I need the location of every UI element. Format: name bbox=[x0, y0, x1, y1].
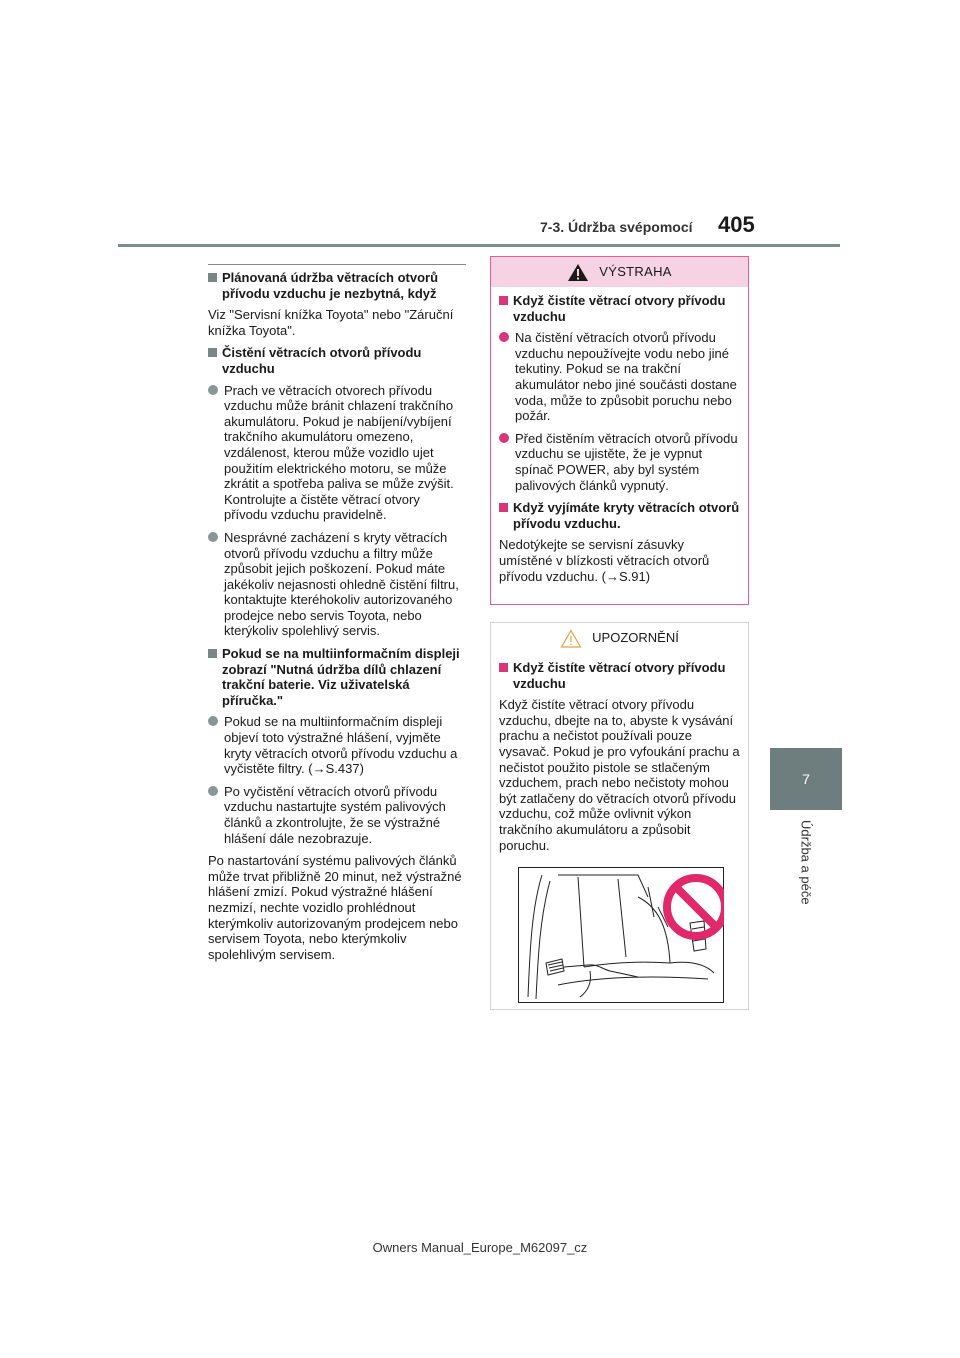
paragraph: Po nastartování systému palivových článků může trvat přibližně 20 minut, než výstražné hlášení zmizí. Pokud výstražné hlášení nezmizí, nechte vozidlo prohlédnout kterýmkoliv autorizovaným prodejcem nebo servisem Toyota, nebo kterýmkoliv spolehlivým servisem. bbox=[208, 853, 462, 962]
chapter-label bbox=[770, 820, 842, 920]
list-item-text: Před čistěním větracích otvorů přívodu vzduchu se ujistěte, že je vypnut spínač POWER, aby byl systém palivových článků vypnutý. bbox=[515, 430, 738, 493]
chapter-number: 7 bbox=[802, 771, 810, 787]
column-top-rule bbox=[208, 264, 466, 265]
vent-cleaning-illustration bbox=[518, 867, 724, 1003]
circle-bullet-icon bbox=[499, 433, 509, 443]
circle-bullet-icon bbox=[208, 786, 218, 796]
warning-body bbox=[491, 287, 748, 584]
notice-header bbox=[491, 623, 748, 654]
list-item bbox=[499, 330, 740, 424]
square-bullet-icon bbox=[499, 503, 508, 512]
list-item-text: Po vyčistění větracích otvorů přívodu vzduchu nastartujte systém palivových článků a zkontrolujte, že se výstražné hlášení dále nezobrazuje. bbox=[224, 783, 446, 846]
list-item bbox=[208, 714, 466, 776]
notice-heading bbox=[499, 660, 740, 691]
section-heading-text: Plánovaná údržba větracích otvorů přívodu vzduchu je nezbytná, když bbox=[222, 270, 439, 301]
warning-heading bbox=[499, 500, 740, 531]
list-item-text: Prach ve větracích otvorech přívodu vzduchu může bránit chlazení trakčního akumulátoru. Pokud je nabíjení/vybíjení trakčního akumulátoru omezeno, vzdálenost, kterou může vozidlo ujet použitím elektrického motoru, se může zkrátit a spotřeba paliva se může zvýšit. Kontrolujte a čistěte větrací otvory přívodu vzduchu pravidelně. bbox=[224, 382, 454, 523]
left-column bbox=[208, 264, 466, 969]
warning-header bbox=[491, 257, 748, 287]
list-item-text: Nesprávné zacházení s kryty větracích otvorů přívodu vzduchu a filtry může způsobit jejich poškození. Pokud máte jakékoliv nejasnosti ohledně čistění filtru, kontaktujte kteréhokoliv autorizovaného prodejce nebo servis Toyota, nebo kterýkoliv spolehlivý servis. bbox=[224, 529, 459, 639]
list-item bbox=[208, 383, 466, 523]
warning-heading-text: Když čistíte větrací otvory přívodu vzduchu bbox=[513, 293, 726, 324]
caution-triangle-icon bbox=[560, 629, 582, 648]
list-item bbox=[208, 530, 466, 639]
notice-box bbox=[490, 622, 749, 1010]
circle-bullet-icon bbox=[208, 385, 218, 395]
square-bullet-icon bbox=[499, 663, 508, 672]
circle-bullet-icon bbox=[499, 332, 509, 342]
warning-heading bbox=[499, 293, 740, 324]
circle-bullet-icon bbox=[208, 716, 218, 726]
paragraph: Viz "Servisní knížka Toyota" nebo "Záruční knížka Toyota". bbox=[208, 307, 454, 338]
chapter-tab bbox=[770, 748, 842, 810]
footer: Owners Manual_Europe_M62097_cz bbox=[372, 1240, 588, 1255]
paragraph: Nedotýkejte se servisní zásuvky umístěné v blízkosti větracích otvorů přívodu vzduchu. (→S.91) bbox=[499, 537, 710, 584]
warning-box bbox=[490, 256, 749, 605]
square-bullet-icon bbox=[208, 348, 217, 357]
header-rule bbox=[118, 244, 840, 247]
chapter-title: Údržba a péče bbox=[798, 820, 814, 905]
section-heading bbox=[208, 345, 466, 376]
page-number: 405 bbox=[718, 212, 755, 237]
section-heading-text: Čistění větracích otvorů přívodu vzduchu bbox=[222, 345, 422, 376]
notice-body bbox=[491, 654, 748, 853]
section-heading bbox=[208, 270, 466, 301]
square-bullet-icon bbox=[208, 649, 217, 658]
section-heading-text: Pokud se na multiinformačním displeji zobrazí "Nutná údržba dílů chlazení trakční baterie. Viz uživatelská příručka." bbox=[222, 646, 460, 708]
list-item bbox=[208, 784, 466, 846]
circle-bullet-icon bbox=[208, 532, 218, 542]
paragraph: Když čistíte větrací otvory přívodu vzduchu, dbejte na to, abyste k vysávání prachu a nečistot používali pouze vysavač. Pokud je pro vyfoukání prachu a nečistot použito pistole se stlačeným vzduchem, prach nebo nečistoty mohou být zatlačeny do větracích otvorů přívodu vzduchu, což může ovlivnit výkon trakčního akumulátoru a způsobit poruchu. bbox=[499, 697, 740, 853]
square-bullet-icon bbox=[208, 273, 217, 282]
list-item-text: Pokud se na multiinformačním displeji objeví toto výstražné hlášení, vyjměte kryty větracích otvorů přívodu vzduchu a vyčistěte filtry. (→S.437) bbox=[224, 714, 458, 777]
section-title: 7-3. Údržba svépomocí bbox=[540, 219, 693, 235]
square-bullet-icon bbox=[499, 296, 508, 305]
list-item bbox=[499, 431, 740, 493]
warning-heading-text: Když vyjímáte kryty větracích otvorů přívodu vzduchu. bbox=[513, 500, 740, 531]
list-item-text: Na čistění větracích otvorů přívodu vzduchu nepoužívejte vodu nebo jiné tekutiny. Pokud se na trakční akumulátor nebo jiné součásti dostane voda, může to způsobit poruchu nebo požár. bbox=[515, 330, 737, 424]
warning-title: VÝSTRAHA bbox=[599, 264, 672, 280]
warning-triangle-icon bbox=[567, 263, 589, 282]
section-heading bbox=[208, 646, 466, 708]
notice-heading-text: Když čistíte větrací otvory přívodu vzduchu bbox=[513, 660, 726, 691]
notice-title: UPOZORNĚNÍ bbox=[592, 630, 679, 646]
